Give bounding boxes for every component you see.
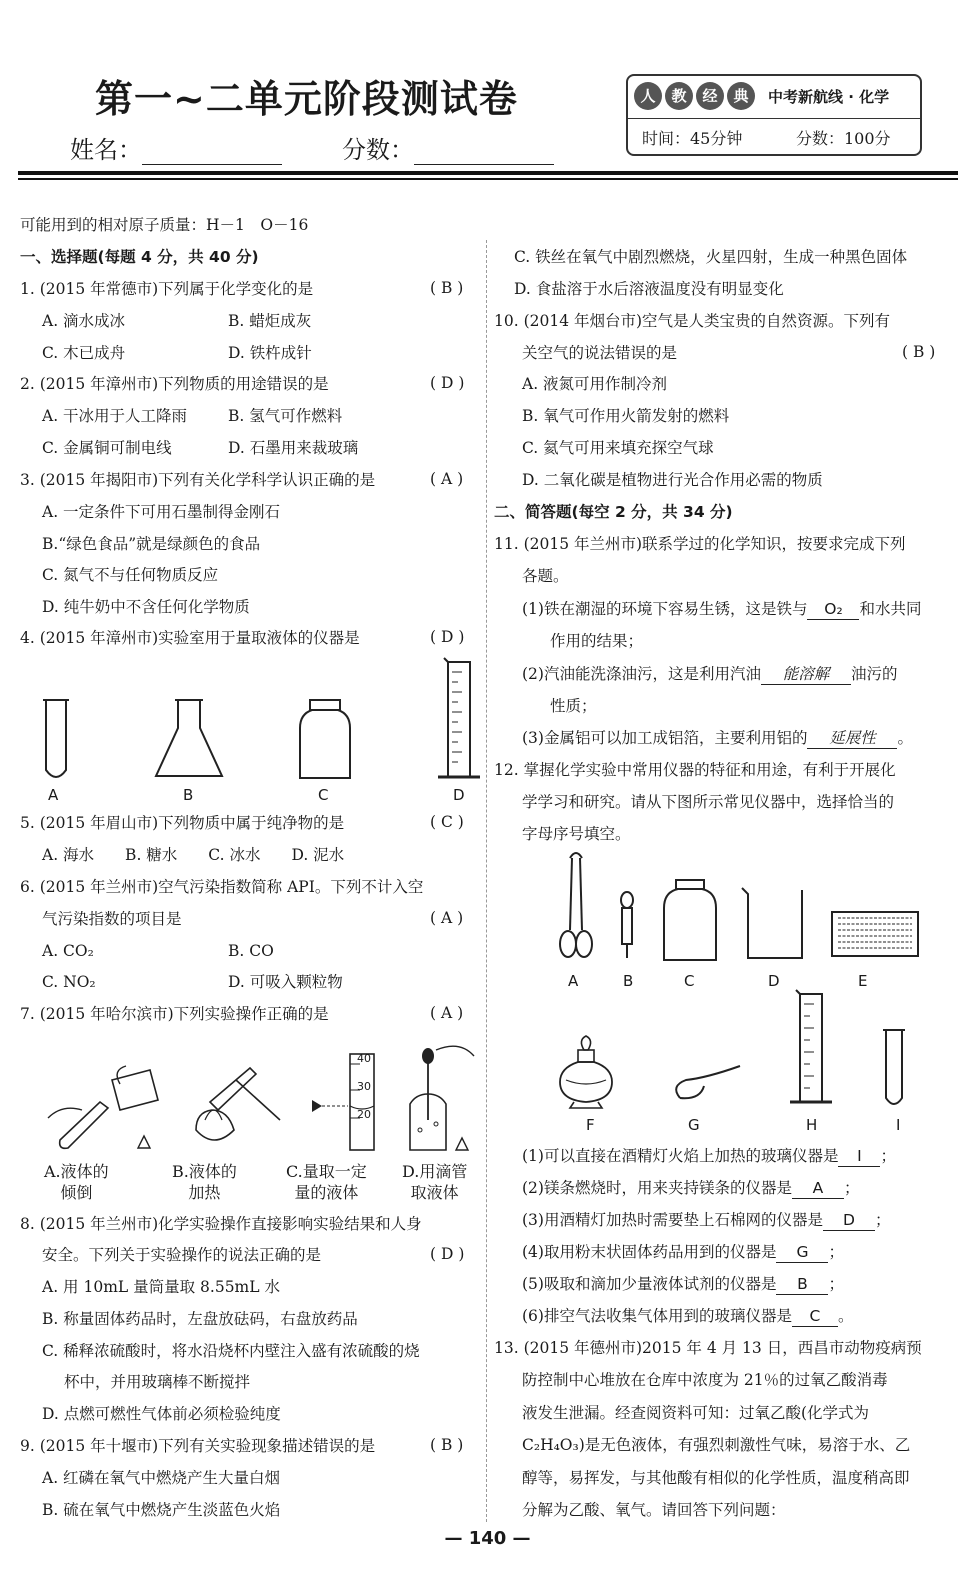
q13-line-3: 液发生泄漏。经查阅资料可知：过氧乙酸(化学式为 — [522, 1404, 870, 1422]
q11-answer-2: 能溶解 — [761, 664, 851, 685]
q12-answer-4: G — [776, 1242, 828, 1263]
gas-jar-icon — [664, 880, 716, 960]
q11-stem: 11. (2015 年兰州市)联系学过的化学知识，按要求完成下列 — [494, 535, 906, 553]
q13-line-2: 防控制中心堆放在仓库中浓度为 21％的过氧乙酸消毒 — [522, 1371, 888, 1389]
beaker-icon — [742, 888, 802, 958]
q12-answer-1: I — [838, 1146, 880, 1167]
brand-char: 经 — [696, 82, 724, 110]
q12-label-h: H — [806, 1116, 818, 1134]
q13-line-6: 分解为乙酸、氧气。请回答下列问题： — [522, 1501, 786, 1519]
q4-label-a: A — [48, 786, 59, 804]
q13-line-4: C₂H₄O₃)是无色液体，有强烈刺激性气味，易溶于水、乙 — [522, 1436, 911, 1454]
q11-stem-cont: 各题。 — [522, 567, 569, 585]
q8-option-b: B. 称量固体药品时，左盘放砝码，右盘放药品 — [42, 1310, 358, 1328]
series-name: 中考新航线 · 化学 — [768, 88, 890, 106]
time-info: 时间：45分钟 — [642, 129, 743, 148]
q1-option-b: B. 蜡炬成灰 — [228, 312, 312, 330]
q8-option-d: D. 点燃可燃性气体前必须检验纯度 — [42, 1405, 281, 1423]
q11-answer-1: O₂ — [807, 599, 859, 620]
q13-line-5: 醇等，易挥发，与其他酸有相似的化学性质，温度稍高即 — [522, 1469, 910, 1487]
atomic-mass-note: 可能用到的相对原子质量：H－1 O－16 — [20, 216, 309, 234]
q2-stem: 2. (2015 年漳州市)下列物质的用途错误的是 — [20, 375, 329, 393]
q12-label-e: E — [858, 972, 868, 990]
q11-part1: (1)铁在潮湿的环境下容易生锈，这是铁与 O₂ 和水共同 — [522, 600, 922, 618]
total-score-info: 分数：100分 — [796, 129, 891, 148]
q10-stem: 10. (2014 年烟台市)空气是人类宝贵的自然资源。下列有 — [494, 312, 891, 330]
page-number: — 140 — — [444, 1528, 531, 1549]
q12-part5: (5)吸取和滴加少量液体试剂的仪器是 B ； — [522, 1275, 844, 1293]
q6-stem: 6. (2015 年兰州市)空气污染指数简称 API。下列不计入空 — [20, 878, 424, 896]
q12-stem-cont2: 字母序号填空。 — [522, 825, 631, 843]
brand-char: 人 — [634, 82, 662, 110]
q12-stem: 12. 掌握化学实验中常用仪器的特征和用途，有利于开展化 — [494, 761, 896, 779]
q11-part1-cont: 作用的结果； — [550, 632, 644, 650]
q3-option-c: C. 氮气不与任何物质反应 — [42, 566, 219, 584]
q6-answer: ( A ) — [430, 909, 464, 927]
q2-option-c: C. 金属铜可制电线 — [42, 439, 172, 457]
q12-label-c: C — [684, 972, 695, 990]
name-label: 姓名： — [70, 136, 142, 164]
q11-answer-3: 延展性 — [807, 728, 897, 749]
q11-part2-cont: 性质； — [550, 697, 597, 715]
q10-option-b: B. 氧气可作用火箭发射的燃料 — [522, 407, 730, 425]
q12-label-b: B — [623, 972, 634, 990]
q12-part1: (1)可以直接在酒精灯火焰上加热的玻璃仪器是 I ； — [522, 1147, 896, 1165]
q12-label-a: A — [568, 972, 579, 990]
q12-label-d: D — [768, 972, 780, 990]
q12-answer-3: D — [823, 1210, 875, 1231]
q12-answer-5: B — [776, 1274, 828, 1295]
q13-line-1: 13. (2015 年德州市)2015 年 4 月 13 日，西昌市动物疫病预 — [494, 1339, 922, 1357]
q11-part2: (2)汽油能洗涤油污，这是利用汽油 能溶解 油污的 — [522, 665, 898, 683]
q10-option-d: D. 二氧化碳是植物进行光合作用必需的物质 — [522, 471, 823, 489]
q12-stem-cont1: 学学习和研究。请从下图所示常见仪器中，选择恰当的 — [522, 793, 895, 811]
q6-option-d: D. 可吸入颗粒物 — [228, 973, 343, 991]
medicine-spoon-icon — [676, 1066, 740, 1098]
q10-answer: ( B ) — [902, 343, 936, 361]
q4-label-b: B — [183, 786, 194, 804]
q1-stem: 1. (2015 年常德市)下列属于化学变化的是 — [20, 280, 314, 298]
q9-option-d: D. 食盐溶于水后溶液温度没有明显变化 — [514, 280, 784, 298]
q4-answer: ( D ) — [430, 628, 465, 646]
q5-answer: ( C ) — [430, 813, 464, 831]
q8-stem: 8. (2015 年兰州市)化学实验操作直接影响实验结果和人身 — [20, 1215, 422, 1233]
q8-answer: ( D ) — [430, 1245, 465, 1263]
score-label: 分数： — [342, 136, 414, 164]
q12-part6: (6)排空气法收集气体用到的玻璃仪器是 C 。 — [522, 1307, 854, 1325]
q9-answer: ( B ) — [430, 1436, 464, 1454]
q7-caption-b: B.液体的 加热 — [172, 1162, 237, 1202]
asbestos-gauze-icon — [832, 912, 918, 956]
scale-20: 20 — [357, 1108, 371, 1121]
q5-options: A. 海水 B. 糖水 C. 冰水 D. 泥水 — [42, 846, 345, 864]
q4-stem: 4. (2015 年漳州市)实验室用于量取液体的仪器是 — [20, 629, 360, 647]
q6-option-c: C. NO₂ — [42, 973, 96, 991]
q6-stem-cont: 气污染指数的项目是 — [42, 910, 182, 928]
q1-option-d: D. 铁杵成针 — [228, 344, 312, 362]
q8-option-a: A. 用 10mL 量筒量取 8.55mL 水 — [42, 1278, 280, 1296]
q12-label-g: G — [688, 1116, 700, 1134]
dropper-icon — [621, 892, 633, 958]
q1-option-c: C. 木已成舟 — [42, 344, 126, 362]
brand-char: 典 — [727, 82, 755, 110]
q12-part2: (2)镁条燃烧时，用来夹持镁条的仪器是 A ； — [522, 1179, 860, 1197]
q1-answer: ( B ) — [430, 279, 464, 297]
q8-option-c-cont: 杯中，并用玻璃棒不断搅拌 — [64, 1373, 251, 1391]
test-tube-icon — [886, 1030, 902, 1104]
q3-option-a: A. 一定条件下可用石墨制得金刚石 — [42, 503, 281, 521]
crucible-tongs-icon — [560, 853, 592, 957]
q4-label-d: D — [453, 786, 465, 804]
q7-caption-c: C.量取一定 量的液体 — [286, 1162, 367, 1202]
q3-option-d: D. 纯牛奶中不含任何化学物质 — [42, 598, 250, 616]
q3-answer: ( A ) — [430, 470, 464, 488]
q10-option-c: C. 氦气可用来填充探空气球 — [522, 439, 714, 457]
q12-label-i: I — [896, 1116, 901, 1134]
q4-label-c: C — [318, 786, 329, 804]
q2-option-a: A. 干冰用于人工降雨 — [42, 407, 188, 425]
q8-option-c: C. 稀释浓硫酸时，将水沿烧杯内壁注入盛有浓硫酸的烧 — [42, 1342, 420, 1360]
section-heading-short-answer: 二、简答题(每空 2 分，共 34 分) — [494, 503, 733, 521]
q2-option-d: D. 石墨用来裁玻璃 — [228, 439, 359, 457]
q9-option-c: C. 铁丝在氧气中剧烈燃烧，火星四射，生成一种黑色固体 — [514, 248, 908, 266]
scale-30: 30 — [357, 1080, 371, 1093]
q2-answer: ( D ) — [430, 374, 465, 392]
q6-option-b: B. CO — [228, 942, 274, 960]
page-title: 第一~二单元阶段测试卷 — [95, 77, 518, 121]
q12-label-f: F — [586, 1116, 595, 1134]
q12-part4: (4)取用粉末状固体药品用到的仪器是 G ； — [522, 1243, 844, 1261]
q2-option-b: B. 氢气可作燃料 — [228, 407, 343, 425]
q6-option-a: A. CO₂ — [42, 942, 94, 960]
q1-option-a: A. 滴水成冰 — [42, 312, 126, 330]
q9-option-b: B. 硫在氧气中燃烧产生淡蓝色火焰 — [42, 1501, 281, 1519]
q12-part3: (3)用酒精灯加热时需要垫上石棉网的仪器是 D ； — [522, 1211, 891, 1229]
q10-stem-cont: 关空气的说法错误的是 — [522, 344, 678, 362]
brand-char: 教 — [665, 82, 693, 110]
q7-caption-a: A.液体的 倾倒 — [44, 1162, 109, 1202]
q10-option-a: A. 液氮可用作制冷剂 — [522, 375, 668, 393]
scale-40: 40 — [357, 1052, 371, 1065]
q7-caption-d: D.用滴管 取液体 — [402, 1162, 468, 1202]
q3-option-b: B.“绿色食品”就是绿颜色的食品 — [42, 535, 261, 553]
q12-answer-6: C — [792, 1306, 838, 1327]
alcohol-lamp-icon — [560, 1036, 612, 1108]
q11-part3: (3)金属铝可以加工成铝箔，主要利用铝的 延展性 。 — [522, 729, 913, 747]
q9-stem: 9. (2015 年十堰市)下列有关实验现象描述错误的是 — [20, 1437, 376, 1455]
q5-stem: 5. (2015 年眉山市)下列物质中属于纯净物的是 — [20, 814, 345, 832]
section-heading-choice: 一、选择题(每题 4 分，共 40 分) — [20, 248, 259, 266]
q7-answer: ( A ) — [430, 1004, 464, 1022]
q9-option-a: A. 红磷在氧气中燃烧产生大量白烟 — [42, 1469, 281, 1487]
q12-answer-2: A — [792, 1178, 844, 1199]
q3-stem: 3. (2015 年揭阳市)下列有关化学科学认识正确的是 — [20, 471, 376, 489]
q8-stem-cont: 安全。下列关于实验操作的说法正确的是 — [42, 1246, 322, 1264]
q7-stem: 7. (2015 年哈尔滨市)下列实验操作正确的是 — [20, 1005, 329, 1023]
graduated-cylinder-icon — [790, 990, 832, 1102]
